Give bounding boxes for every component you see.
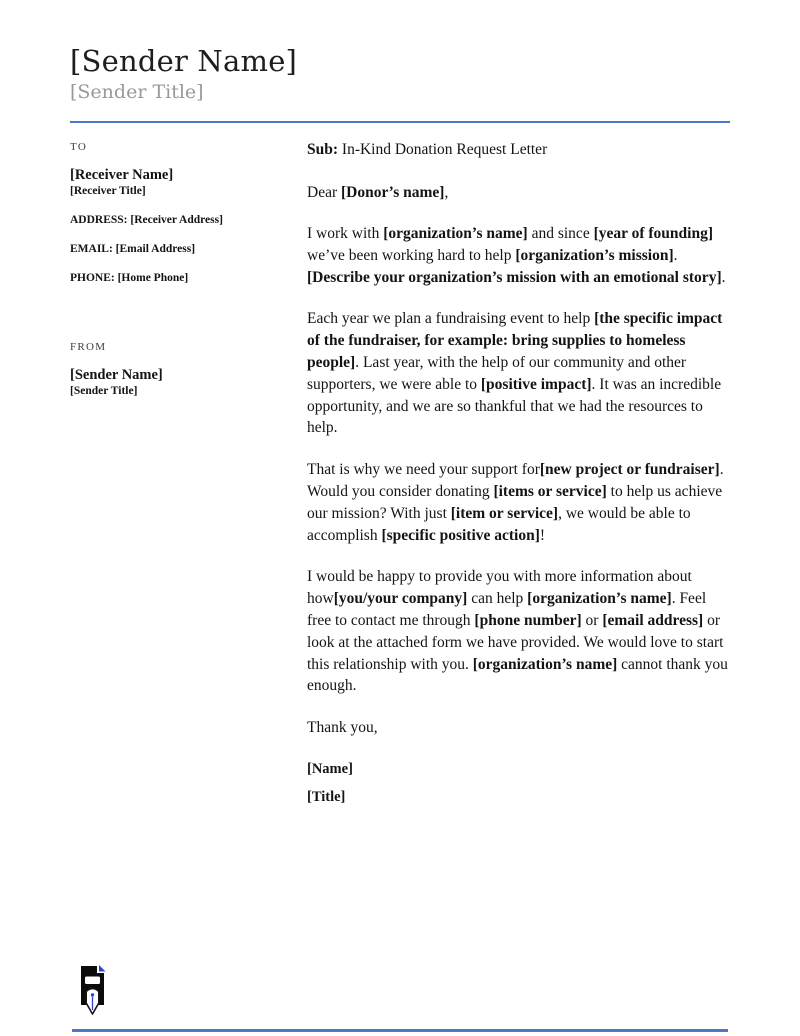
receiver-title: [Receiver Title]: [70, 185, 146, 197]
letterhead: [0, 0, 800, 104]
from-label: FROM: [70, 341, 107, 353]
letter-paragraph: Each year we plan a fundraising event to help [the specific impact of the fundraiser, for example: bring supplies to homeless people]. Last year, with the help of our community and other supporters, we were able to [positive impact]. It was an incredible opportunity, and we are so thankful that we had the resources to help.: [307, 310, 723, 437]
subject-line: Sub: In-Kind Donation Request Letter: [307, 141, 548, 158]
sender-name-sidebar: [Sender Name]: [70, 367, 163, 383]
content-columns: [0, 123, 800, 806]
sender-name-heading: [Sender Name]: [70, 44, 298, 78]
closing-line: Thank you,: [307, 719, 378, 737]
receiver-name: [Receiver Name]: [70, 167, 174, 183]
receiver-address-line: ADDRESS: [Receiver Address]: [70, 214, 223, 226]
salutation: Dear [Donor’s name],: [307, 184, 449, 201]
letter-paragraph: I work with [organization’s name] and since [year of founding] we’ve been working hard to help [organization’s mission]. [Describe your organization’s mission with an emotional story].: [307, 225, 726, 286]
receiver-phone-line: PHONE: [Home Phone]: [70, 272, 189, 284]
footer-accent-rule: [72, 1029, 728, 1032]
pen-nib-document-logo: [78, 964, 109, 1016]
address-sidebar: [70, 123, 307, 806]
letter-paragraph: That is why we need your support for[new project or fundraiser]. Would you consider donating [items or service] to help us achieve our mission? With just [item or service], we would be able to accomplish [specific positive action]!: [307, 461, 724, 544]
signature-title: [Title]: [307, 789, 346, 806]
letter-body: [307, 123, 730, 806]
signature-name: [Name]: [307, 761, 353, 778]
to-label: TO: [70, 141, 88, 153]
receiver-email-line: EMAIL: [Email Address]: [70, 243, 196, 255]
sender-title-sidebar: [Sender Title]: [70, 385, 138, 397]
sender-title-subheading: [Sender Title]: [70, 81, 204, 103]
letter-paragraph: I would be happy to provide you with more information about how[you/your company] can help [organization’s name]. Feel free to contact me through [phone number] or [email address] or look at the attached form we have provided. We would love to start this relationship with you. [organization’s name] cannot thank you enough.: [307, 568, 728, 695]
